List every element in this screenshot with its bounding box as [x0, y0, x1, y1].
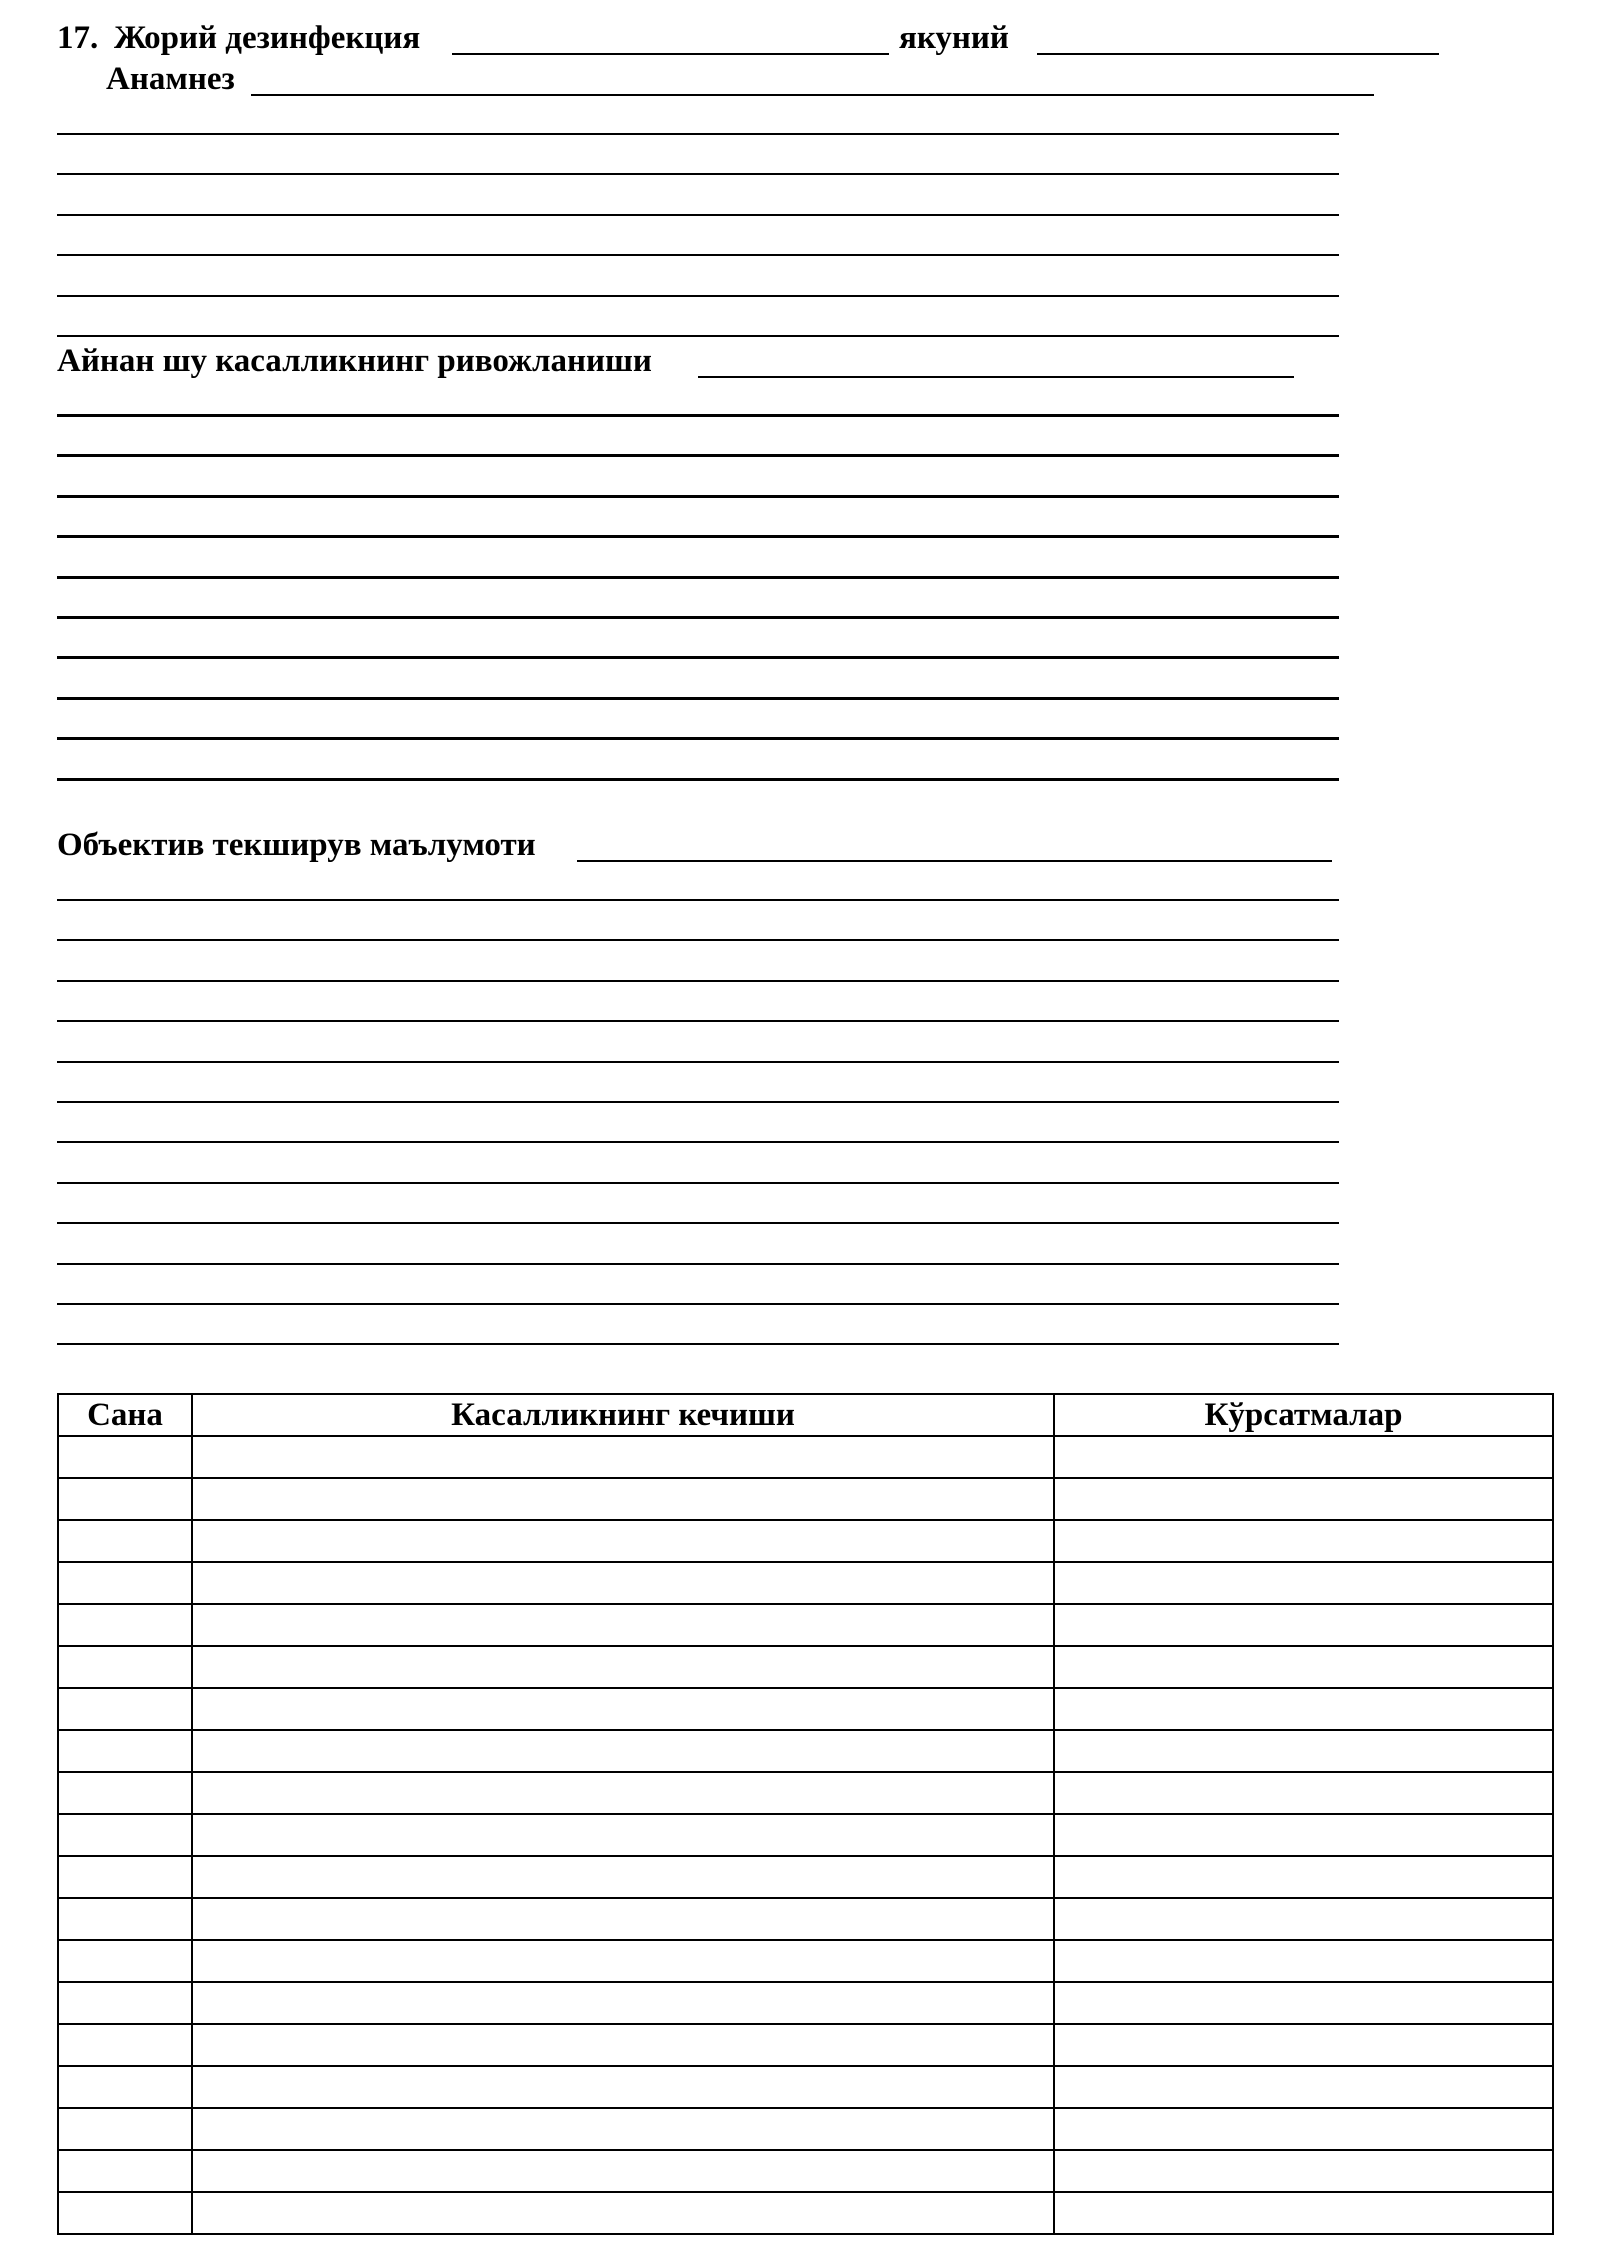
objective-writing-line[interactable] [57, 1303, 1339, 1305]
objective-writing-line[interactable] [57, 1061, 1339, 1063]
instructions-cell[interactable] [1054, 1478, 1553, 1520]
item-number: 17. [57, 20, 99, 56]
development-writing-line[interactable] [57, 616, 1339, 619]
development-writing-line[interactable] [57, 495, 1339, 498]
table-row [58, 1604, 1553, 1646]
objective-writing-line[interactable] [57, 1020, 1339, 1022]
table-row [58, 2108, 1553, 2150]
disinfection-field[interactable] [452, 53, 889, 55]
instructions-column-header: Кўрсатмалар [1054, 1394, 1553, 1436]
instructions-cell[interactable] [1054, 1520, 1553, 1562]
instructions-cell[interactable] [1054, 1982, 1553, 2024]
development-writing-line[interactable] [57, 778, 1339, 781]
objective-writing-line[interactable] [57, 1222, 1339, 1224]
date-cell[interactable] [58, 1772, 192, 1814]
objective-writing-line[interactable] [57, 1101, 1339, 1103]
table-row [58, 2192, 1553, 2234]
table-row [58, 2150, 1553, 2192]
course-cell[interactable] [192, 1520, 1054, 1562]
objective-writing-line[interactable] [57, 1141, 1339, 1143]
instructions-cell[interactable] [1054, 1436, 1553, 1478]
course-cell[interactable] [192, 1478, 1054, 1520]
table-row [58, 1478, 1553, 1520]
table-row [58, 1940, 1553, 1982]
course-column-header: Касалликнинг кечиши [192, 1394, 1054, 1436]
course-cell[interactable] [192, 2150, 1054, 2192]
course-cell[interactable] [192, 2024, 1054, 2066]
course-cell[interactable] [192, 1562, 1054, 1604]
objective-writing-line[interactable] [57, 1343, 1339, 1345]
course-cell[interactable] [192, 1688, 1054, 1730]
instructions-cell[interactable] [1054, 1730, 1553, 1772]
development-writing-line[interactable] [57, 535, 1339, 538]
instructions-cell[interactable] [1054, 1898, 1553, 1940]
course-cell[interactable] [192, 1814, 1054, 1856]
instructions-cell[interactable] [1054, 1940, 1553, 1982]
table-row [58, 1688, 1553, 1730]
date-cell[interactable] [58, 1856, 192, 1898]
instructions-cell[interactable] [1054, 2024, 1553, 2066]
treatment-log-table [57, 1393, 1554, 2235]
anamnesis-writing-line[interactable] [57, 335, 1339, 337]
table-row [58, 1856, 1553, 1898]
course-cell[interactable] [192, 1604, 1054, 1646]
instructions-cell[interactable] [1054, 1604, 1553, 1646]
date-cell[interactable] [58, 1898, 192, 1940]
table-row [58, 1730, 1553, 1772]
development-writing-line[interactable] [57, 576, 1339, 579]
date-cell[interactable] [58, 2024, 192, 2066]
date-cell[interactable] [58, 1436, 192, 1478]
course-cell[interactable] [192, 2192, 1054, 2234]
instructions-cell[interactable] [1054, 2108, 1553, 2150]
date-cell[interactable] [58, 1982, 192, 2024]
final-label: якуний [899, 20, 1009, 56]
instructions-cell[interactable] [1054, 1856, 1553, 1898]
final-field[interactable] [1037, 53, 1439, 55]
date-cell[interactable] [58, 1646, 192, 1688]
development-writing-line[interactable] [57, 697, 1339, 700]
instructions-cell[interactable] [1054, 1646, 1553, 1688]
course-cell[interactable] [192, 1730, 1054, 1772]
date-cell[interactable] [58, 1604, 192, 1646]
objective-writing-line[interactable] [57, 939, 1339, 941]
anamnesis-writing-line[interactable] [57, 173, 1339, 175]
date-cell[interactable] [58, 1730, 192, 1772]
development-writing-line[interactable] [57, 737, 1339, 740]
date-cell[interactable] [58, 1688, 192, 1730]
date-cell[interactable] [58, 1814, 192, 1856]
course-cell[interactable] [192, 1898, 1054, 1940]
anamnesis-writing-line[interactable] [57, 295, 1339, 297]
table-header-row [58, 1394, 1553, 1436]
objective-writing-line[interactable] [57, 1263, 1339, 1265]
instructions-cell[interactable] [1054, 1688, 1553, 1730]
course-cell[interactable] [192, 2066, 1054, 2108]
anamnesis-field[interactable] [251, 94, 1374, 96]
table-row [58, 1772, 1553, 1814]
table-row [58, 1520, 1553, 1562]
course-cell[interactable] [192, 1982, 1054, 2024]
anamnesis-label: Анамнез [106, 61, 235, 97]
objective-exam-label: Объектив текширув маълумоти [57, 827, 536, 863]
objective-exam-field[interactable] [577, 860, 1332, 862]
objective-writing-line[interactable] [57, 899, 1339, 901]
objective-writing-line[interactable] [57, 1182, 1339, 1184]
table-body [58, 1436, 1553, 2234]
table-row [58, 1982, 1553, 2024]
date-column-header: Сана [58, 1394, 192, 1436]
objective-writing-line[interactable] [57, 980, 1339, 982]
course-cell[interactable] [192, 2108, 1054, 2150]
instructions-cell[interactable] [1054, 1814, 1553, 1856]
instructions-cell[interactable] [1054, 2150, 1553, 2192]
instructions-cell[interactable] [1054, 2192, 1553, 2234]
date-cell[interactable] [58, 1478, 192, 1520]
disease-development-field[interactable] [698, 376, 1294, 378]
instructions-cell[interactable] [1054, 2066, 1553, 2108]
date-cell[interactable] [58, 1562, 192, 1604]
instructions-cell[interactable] [1054, 1772, 1553, 1814]
development-writing-line[interactable] [57, 414, 1339, 417]
table-row [58, 1646, 1553, 1688]
development-writing-line[interactable] [57, 656, 1339, 659]
date-cell[interactable] [58, 2150, 192, 2192]
table-row [58, 1898, 1553, 1940]
course-cell[interactable] [192, 1772, 1054, 1814]
anamnesis-writing-line[interactable] [57, 254, 1339, 256]
course-cell[interactable] [192, 1856, 1054, 1898]
disease-development-label: Айнан шу касалликнинг ривожланиши [57, 343, 652, 379]
table-row [58, 2024, 1553, 2066]
date-cell[interactable] [58, 2066, 192, 2108]
development-writing-line[interactable] [57, 454, 1339, 457]
disinfection-label: Жорий дезинфекция [114, 20, 421, 56]
table-row [58, 2066, 1553, 2108]
date-cell[interactable] [58, 2108, 192, 2150]
anamnesis-writing-line[interactable] [57, 214, 1339, 216]
date-cell[interactable] [58, 2192, 192, 2234]
course-cell[interactable] [192, 1646, 1054, 1688]
instructions-cell[interactable] [1054, 1562, 1553, 1604]
anamnesis-writing-line[interactable] [57, 133, 1339, 135]
date-cell[interactable] [58, 1520, 192, 1562]
table-row [58, 1562, 1553, 1604]
table-row [58, 1814, 1553, 1856]
course-cell[interactable] [192, 1436, 1054, 1478]
date-cell[interactable] [58, 1940, 192, 1982]
course-cell[interactable] [192, 1940, 1054, 1982]
table-row [58, 1436, 1553, 1478]
